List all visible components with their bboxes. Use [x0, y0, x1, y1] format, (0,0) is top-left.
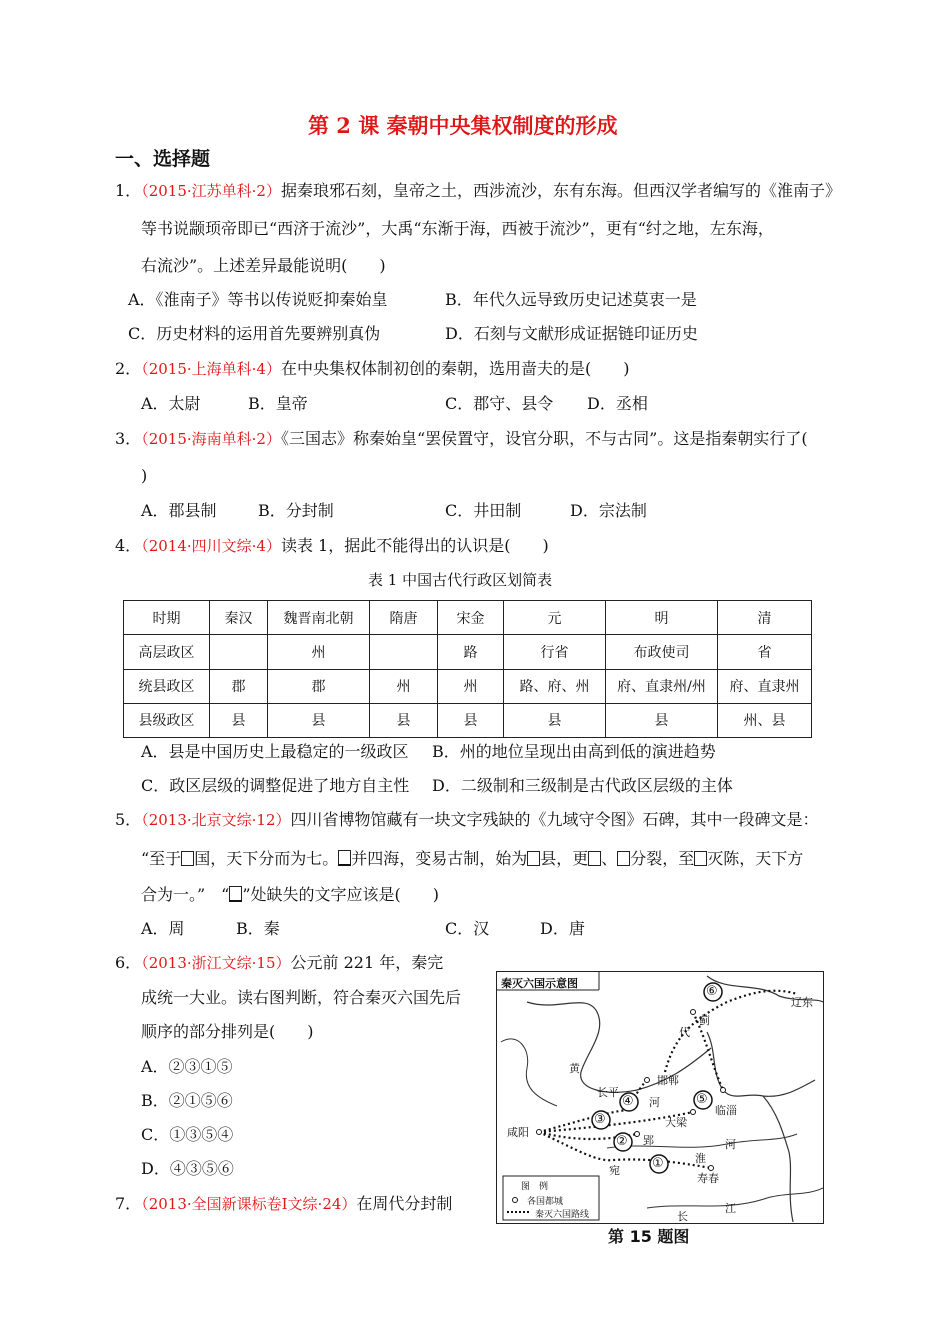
river-label-huang: 黄 — [569, 1062, 580, 1075]
table-cell: 州、县 — [718, 703, 812, 737]
table-cell: 高层政区 — [124, 635, 210, 669]
table-cell: 府、直隶州 — [718, 669, 812, 703]
question-source: （2013·北京文综·12） — [141, 811, 291, 829]
text-fragment: 合为一。” “ — [141, 885, 230, 904]
table-cell: 县 — [268, 703, 370, 737]
table-cell: 时期 — [124, 601, 210, 635]
river-label-huai: 淮 — [695, 1152, 706, 1165]
legend-route: 秦灭六国路线 — [535, 1210, 590, 1220]
table-cell: 元 — [504, 601, 606, 635]
capital-dot — [691, 1010, 696, 1015]
marker-label: ⑥ — [706, 984, 718, 999]
table-cell: 州 — [268, 635, 370, 669]
table-cell: 县 — [210, 703, 268, 737]
table-cell: 行省 — [504, 635, 606, 669]
question-3 — [115, 431, 808, 447]
map-caption: 第 15 题图 — [608, 1227, 690, 1246]
question-number: 2． — [115, 359, 142, 378]
table-cell: 县 — [504, 703, 606, 737]
text-fragment: 并四海，变易古制，始为 — [351, 849, 528, 868]
option-c[interactable]: C．政区层级的调整促进了地方自主性 — [141, 776, 410, 795]
option-d[interactable]: D．④③⑤⑥ — [141, 1159, 234, 1178]
table-cell: 秦汉 — [210, 601, 268, 635]
table-cell: 路、府、州 — [504, 669, 606, 703]
question-number: 5． — [115, 810, 142, 829]
coastline — [763, 1096, 793, 1222]
missing-char-box — [527, 851, 540, 866]
question-text: 《三国志》称秦始皇“罢侯置守，设官分职，不与古同”。这是指秦朝实行了( — [280, 429, 808, 448]
river-label-jiang: 江 — [725, 1202, 736, 1215]
missing-char-box — [229, 886, 242, 902]
table-cell: 州 — [370, 669, 438, 703]
option-c[interactable]: C．①③⑤④ — [141, 1125, 234, 1144]
text-fragment: 分裂，至 — [630, 849, 695, 868]
question-text: 公元前 221 年，秦完 — [290, 953, 444, 972]
table-cell: 县 — [606, 703, 718, 737]
table-cell: 郡 — [268, 669, 370, 703]
question-number: 1． — [115, 181, 142, 200]
text-fragment: 灭陈，天下方 — [707, 849, 804, 868]
text-fragment: “至于 — [141, 849, 182, 868]
question-text: 四川省博物馆藏有一块文字残缺的《九域守令图》石碑，其中一段碑文是： — [290, 810, 819, 829]
question-text-line: 右流沙”。上述差异最能说明( ) — [141, 256, 386, 275]
legend-capital-symbol — [513, 1198, 518, 1203]
question-text-line — [141, 850, 803, 867]
question-number: 3． — [115, 429, 142, 448]
place-handan: 邯郸 — [657, 1074, 679, 1087]
question-source: （2015·海南单科·2） — [141, 430, 281, 448]
missing-char-box — [338, 850, 351, 866]
table-cell: 郡 — [210, 669, 268, 703]
marker-label: ② — [616, 1134, 628, 1149]
table-cell: 州 — [438, 669, 504, 703]
question-text: 在周代分封制 — [356, 1194, 453, 1213]
option-d[interactable]: D．宗法制 — [570, 501, 647, 520]
option-c[interactable]: C．郡守、县令 — [445, 394, 554, 413]
missing-char-box — [588, 851, 601, 866]
option-b[interactable]: B．②①⑤⑥ — [141, 1091, 233, 1110]
text-fragment: 、 — [601, 849, 618, 868]
question-source: （2014·四川文综·4） — [141, 537, 281, 555]
page-title: 第 2 课 秦朝中央集权制度的形成 — [308, 113, 618, 138]
marker-label: ③ — [594, 1112, 606, 1127]
capital-dot — [721, 1088, 726, 1093]
table-cell: 县级政区 — [124, 703, 210, 737]
question-source: （2013·全国新课标卷Ⅰ文综·24） — [141, 1195, 357, 1213]
table-row — [124, 635, 812, 669]
missing-char-box — [617, 851, 630, 866]
option-a[interactable]: A．②③①⑤ — [141, 1057, 233, 1076]
legend-capital: 各国都城 — [527, 1197, 564, 1207]
table-row — [124, 601, 812, 635]
question-text-line: 成统一大业。读右图判断，符合秦灭六国先后 — [141, 988, 462, 1007]
question-text: 读表 1，据此不能得出的认识是( ) — [280, 536, 549, 555]
admin-division-table — [123, 600, 812, 738]
place-linzi: 临淄 — [715, 1104, 737, 1117]
legend-title: 图 例 — [521, 1182, 549, 1192]
question-6 — [115, 955, 443, 971]
question-source: （2013·浙江文综·15） — [141, 954, 291, 972]
table-cell: 宋金 — [438, 601, 504, 635]
marker-label: ⑤ — [696, 1092, 708, 1107]
option-b[interactable]: B．州的地位呈现出由高到低的演进趋势 — [432, 742, 716, 761]
map-title: 秦灭六国示意图 — [501, 977, 578, 990]
capital-dot — [537, 1130, 542, 1135]
table-cell: 统县政区 — [124, 669, 210, 703]
question-text-line: 顺序的部分排列是( ) — [141, 1022, 314, 1041]
option-d[interactable]: D．二级制和三级制是古代政区层级的主体 — [432, 776, 733, 795]
text-fragment: 县，更 — [540, 849, 589, 868]
question-text: 据秦琅邪石刻，皇帝之土，西涉流沙，东有东海。但西汉学者编写的《淮南子》 — [280, 181, 841, 200]
table-caption: 表 1 中国古代行政区划简表 — [368, 571, 553, 589]
missing-char-box — [181, 851, 194, 866]
place-xianyang: 咸阳 — [507, 1126, 529, 1139]
missing-char-box — [694, 851, 707, 866]
option-a[interactable]: A．《淮南子》等书以传说贬抑秦始皇 — [128, 290, 388, 309]
capital-dot — [645, 1078, 650, 1083]
question-source: （2015·江苏单科·2） — [141, 182, 281, 200]
question-text-line — [141, 886, 439, 903]
question-number: 7． — [115, 1194, 142, 1213]
option-a[interactable]: A．太尉 — [141, 394, 201, 413]
table-cell: 明 — [606, 601, 718, 635]
marker-label: ④ — [622, 1094, 634, 1109]
question-4 — [115, 538, 549, 554]
option-a[interactable]: A．周 — [141, 919, 185, 938]
capital-dot — [691, 1110, 696, 1115]
table-cell: 府、直隶州/州 — [606, 669, 718, 703]
table-cell — [370, 635, 438, 669]
yellow-river — [527, 1002, 711, 1092]
table-cell: 布政使司 — [606, 635, 718, 669]
table-row — [124, 703, 812, 737]
table-row — [124, 669, 812, 703]
option-c[interactable]: C．井田制 — [445, 501, 522, 520]
option-d[interactable]: D．唐 — [540, 919, 585, 938]
question-5 — [115, 812, 819, 828]
option-c[interactable]: C．历史材料的运用首先要辨别真伪 — [128, 324, 381, 343]
option-a[interactable]: A．郡县制 — [141, 501, 217, 520]
table-cell: 路 — [438, 635, 504, 669]
table-cell: 魏晋南北朝 — [268, 601, 370, 635]
table-cell: 清 — [718, 601, 812, 635]
question-text-line: 等书说颛顼帝即已“西济于流沙”，大禹“东渐于海，西被于流沙”，更有“纣之地，左东海， — [141, 219, 774, 238]
table-cell: 隋唐 — [370, 601, 438, 635]
place-dai: 代 — [679, 1026, 690, 1039]
place-wan: 宛 — [609, 1164, 620, 1177]
option-c[interactable]: C．汉 — [445, 919, 490, 938]
question-1 — [115, 183, 841, 199]
capital-dot — [635, 1132, 640, 1137]
river-label-chang: 长 — [677, 1210, 688, 1223]
marker-label: ① — [652, 1156, 664, 1171]
place-liaodong: 辽东 — [791, 996, 813, 1009]
option-a[interactable]: A．县是中国历史上最稳定的一级政区 — [141, 742, 409, 761]
option-b[interactable]: B．秦 — [236, 919, 280, 938]
question-text: 在中央集权体制初创的秦朝，选用啬夫的是( ) — [280, 359, 630, 378]
qin-conquest-map — [496, 971, 824, 1224]
river-label-he: 河 — [725, 1138, 736, 1151]
question-7 — [115, 1196, 452, 1212]
text-fragment: ”处缺失的文字应该是( ) — [242, 885, 440, 904]
table-cell: 县 — [438, 703, 504, 737]
river-label-he: 河 — [649, 1096, 660, 1109]
option-d[interactable]: D．丞相 — [587, 394, 648, 413]
question-number: 4． — [115, 536, 142, 555]
place-ji: 蓟 — [699, 1014, 710, 1027]
coastline — [707, 1032, 815, 1096]
section-heading: 一、选择题 — [115, 148, 211, 170]
table-cell: 县 — [370, 703, 438, 737]
question-2 — [115, 361, 629, 377]
table-cell: 省 — [718, 635, 812, 669]
river-line — [501, 1039, 557, 1106]
question-text-line: ) — [141, 466, 148, 485]
option-b[interactable]: B．皇帝 — [248, 394, 308, 413]
place-ying: 郢 — [643, 1134, 654, 1147]
text-fragment: 国，天下分而为七。 — [194, 849, 339, 868]
place-daliang: 大梁 — [665, 1116, 687, 1129]
place-changping: 长平 — [597, 1086, 619, 1099]
option-d[interactable]: D．石刻与文献形成证据链印证历史 — [445, 324, 698, 343]
option-b[interactable]: B．年代久远导致历史记述莫衷一是 — [445, 290, 697, 309]
question-number: 6． — [115, 953, 142, 972]
option-b[interactable]: B．分封制 — [258, 501, 334, 520]
place-shouchun: 寿春 — [697, 1172, 719, 1185]
table-cell — [210, 635, 268, 669]
question-source: （2015·上海单科·4） — [141, 360, 281, 378]
